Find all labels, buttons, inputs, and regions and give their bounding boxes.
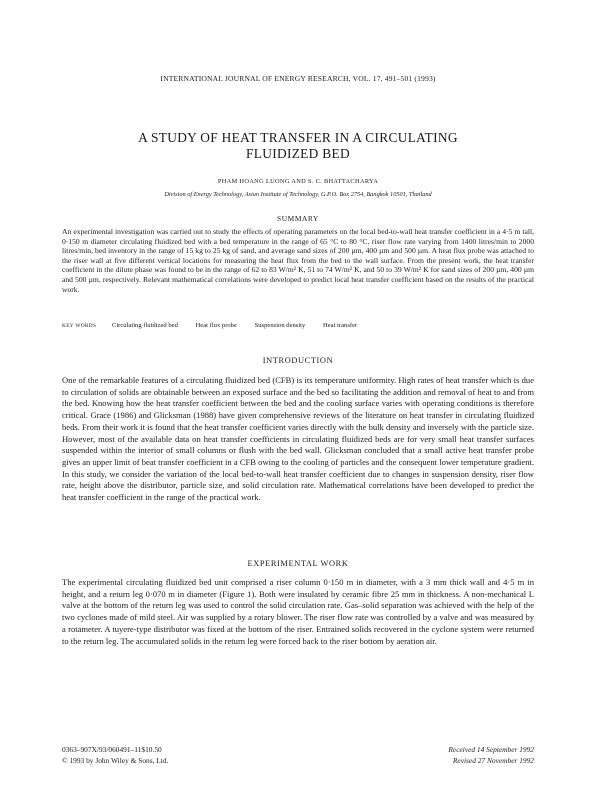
footer-publication-info [62,744,168,766]
keywords-line [62,322,534,329]
experimental-heading: EXPERIMENTAL WORK [247,559,349,568]
journal-running-header: INTERNATIONAL JOURNAL OF ENERGY RESEARCH, VOL. 17, 491–501 (1993) [160,74,436,83]
keyword: Heat transfer [322,322,358,329]
footer-dates [448,744,534,766]
keyword: Suspension density [254,322,306,329]
summary-heading: SUMMARY [277,214,319,223]
article-title-line-1: A STUDY OF HEAT TRANSFER IN A CIRCULATING [138,130,458,145]
introduction-heading: INTRODUCTION [262,356,334,365]
article-code: 0363–907X/93/060491–11$10.50 [62,745,162,754]
revised-date: Revised 27 November 1992 [452,756,534,765]
keyword: Heat flux probe [195,322,237,329]
copyright-notice: © 1993 by John Wiley & Sons, Ltd. [62,756,169,765]
keyword: Circulating fluidized bed [111,322,178,329]
summary-abstract: An experimental investigation was carried out to study the effects of operating parameters on the local bed-to-wall heat transfer coefficient in a 4·5 m tall, 0·150 m diameter circulating fluidized bed with a bed temperature in the range of 65 °C to 80 °C, riser flow rate varying from 1400 litres/min to 2000 litres/min, bed inventory in the range of 15 kg to 25 kg of sand, and average sand sizes of 200 µm, 400 µm and 500 µm. A heat flux probe was attached to the riser wall at five different vertical locations for measuring the heat flux from the bed to the wall surface. From the present work, the heat transfer coefficient in the dilute phase was found to be in the range of 62 to 83 W/m² K, 51 to 74 W/m² K, and 50 to 39 W/m² K for sand sizes of 200 µm, 400 µm and 500 µm, respectively. Relevant mathematical correlations were developed to predict local heat transfer coefficient based on the results of the practical work. [62,227,534,294]
experimental-paragraph: The experimental circulating fluidized bed unit comprised a riser column 0·150 m in diameter, with a 3 mm thick wall and 4·5 m in height, and a return leg 0·070 m in diameter (Figure 1). Both were insulated by ceramic fibre 25 mm in thickness. A non-mechanical L valve at the bottom of the return leg was used to control the solid circulation rate. Gas–solid separation was achieved with the help of the two cyclones made of mild steel. Air was supplied by a rotary blower. The riser flow rate was controlled by a valve and was measured by a rotameter. A tuyere-type distributor was fixed at the bottom of the riser. Entrained solids recovered in the cyclone system were returned to the return leg. The accumulated solids in the return leg were forced back to the riser bottom by aeration air. [62,577,534,646]
received-date: Received 14 September 1992 [448,745,534,754]
article-title-line-2: FLUIDIZED BED [246,146,350,161]
introduction-paragraph: One of the remarkable features of a circulating fluidized bed (CFB) is its temperature uniformity. High rates of heat transfer which is due to circulation of solids are obtainable between an exposed surface and the bed so facilitating the addition and removal of heat to and from the bed. Knowing how the heat transfer coefficient between the bed and the cooling surface varies with operating conditions is therefore critical. Grace (1986) and Glicksman (1988) have given comprehensive reviews of the literature on heat transfer in circulating fluidized beds. From their work it is found that the heat transfer coefficient varies directly with the bulk density and inversely with the particle size. However, most of the available data on heat transfer coefficients in circulating fluidized beds are for very small heat transfer surfaces suspended within the interior of small columns or flush with the bed wall. Glicksman concluded that a small active heat transfer probe gives an upper limit of beat transfer coefficient in a CFB owing to the cooling of particles and the consequent lower temperature gradient. In this study, we consider the variation of the local bed-to-wall heat transfer coefficient due to changes in suspension density, riser flow rate, height above the distributor, particle size, and solid circulation rate. Mathematical correlations have been developed to predict the heat transfer coefficient in the range of the practical work. [62,375,534,503]
article-authors: PHAM HOANG LUONG AND S. C. BHATTACHARYA [217,178,379,185]
article-title [62,130,534,162]
keywords-label: KEY WORDS [62,323,97,329]
author-affiliation: Division of Energy Technology, Asian Institute of Technology, G.P.O. Box 2754, Bangkok 10501, Thailand [164,191,432,198]
